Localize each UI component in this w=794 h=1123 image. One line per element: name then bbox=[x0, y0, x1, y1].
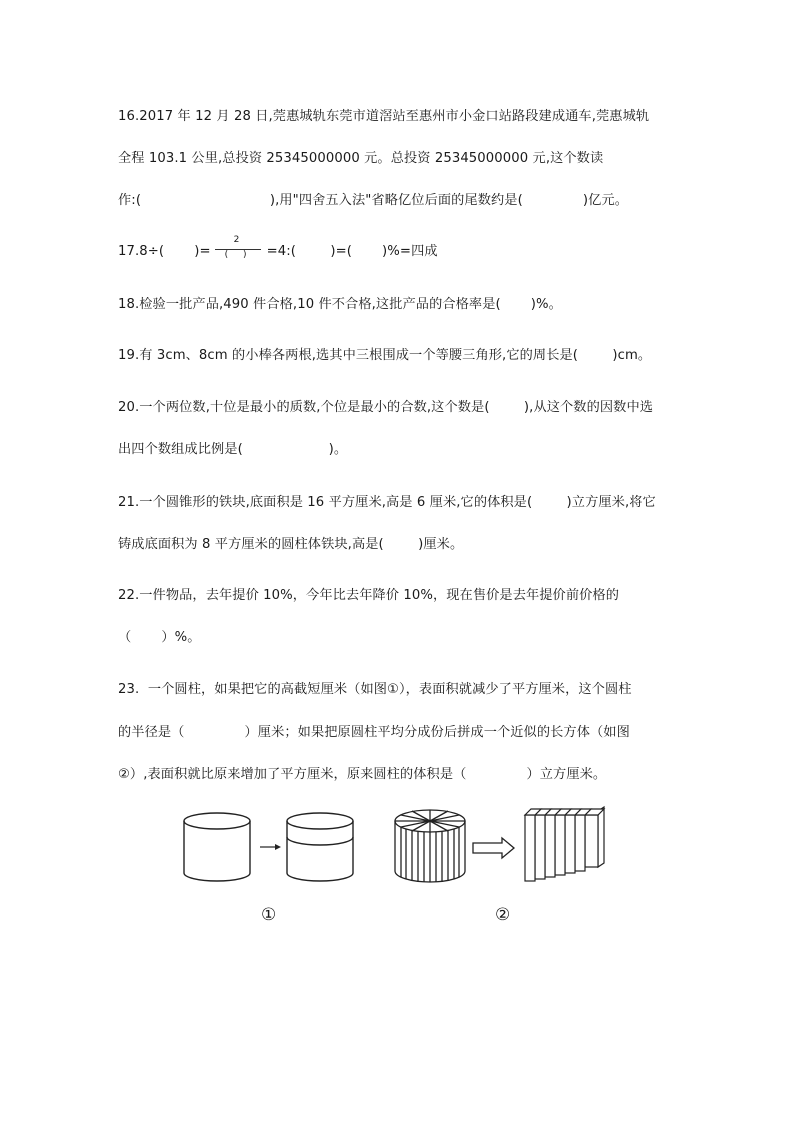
sliced-cylinder bbox=[395, 810, 465, 882]
figure-label-1: ① bbox=[261, 905, 277, 925]
q17-fraction bbox=[213, 235, 265, 260]
question-18: 18.检验一批产品,490 件合格,10 件不合格,这批产品的合格率是( )%。 bbox=[118, 297, 562, 312]
q20-line2: 出四个数组成比例是( )。 bbox=[118, 442, 348, 457]
q17-denominator: ( ) bbox=[224, 250, 247, 260]
cylinder-figure bbox=[180, 805, 620, 935]
figure-label-2: ② bbox=[495, 905, 511, 925]
question-19: 19.有 3cm、8cm 的小棒各两根,选其中三根围成一个等腰三角形,它的周长是( )cm。 bbox=[118, 348, 652, 363]
rearranged-cuboid bbox=[525, 807, 604, 881]
q16-line3: 作:( ),用"四舍五入法"省略亿位后面的尾数约是( )亿元。 bbox=[118, 193, 629, 208]
q17-after: =4:( )=( )%=四成 bbox=[266, 244, 438, 259]
q16-line1: 16.2017 年 12 月 28 日,莞惠城轨东莞市道滘站至惠州市小金口站路段建成通车,莞惠城轨 bbox=[118, 109, 650, 124]
q22-line1: 22.一件物品，去年提价 10%，今年比去年降价 10%，现在售价是去年提价前价格的 bbox=[118, 588, 619, 603]
arrow-1 bbox=[260, 844, 281, 850]
cylinder-diagram bbox=[180, 805, 620, 935]
q21-line2: 铸成底面积为 8 平方厘米的圆柱体铁块,高是( )厘米。 bbox=[118, 537, 464, 552]
shortened-cylinder bbox=[287, 813, 353, 881]
q17-before: 17.8÷( )= bbox=[118, 244, 211, 259]
q23-line1: 23. 一个圆柱，如果把它的高截短厘米（如图①），表面积就减少了平方厘米，这个圆柱 bbox=[118, 682, 632, 697]
original-cylinder bbox=[184, 813, 250, 881]
arrow-2 bbox=[473, 838, 514, 858]
q20-line1: 20.一个两位数,十位是最小的质数,个位是最小的合数,这个数是( ),从这个数的因数中选 bbox=[118, 400, 654, 415]
q23-line3: ②）,表面积就比原来增加了平方厘米，原来圆柱的体积是（ ）立方厘米。 bbox=[118, 767, 607, 782]
q23-line2: 的半径是（ ）厘米；如果把原圆柱平均分成份后拼成一个近似的长方体（如图 bbox=[118, 725, 630, 740]
q16-line2: 全程 103.1 公里,总投资 25345000000 元。总投资 25345000000 元,这个数读 bbox=[118, 151, 604, 166]
q21-line1: 21.一个圆锥形的铁块,底面积是 16 平方厘米,高是 6 厘米,它的体积是( )立方厘米,将它 bbox=[118, 495, 656, 510]
q22-line2: （ ）%。 bbox=[118, 630, 201, 645]
q17-numerator: 2 bbox=[233, 235, 240, 245]
question-17 bbox=[118, 235, 438, 260]
